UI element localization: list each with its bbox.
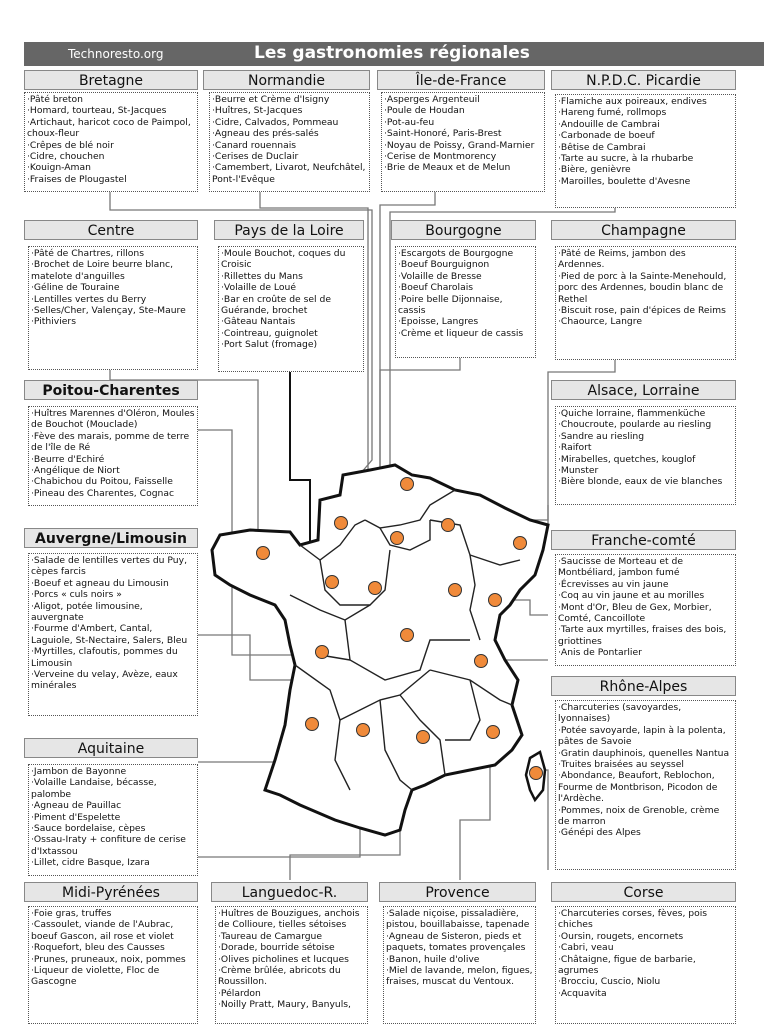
list-item: ·Chaource, Langre [558,316,642,328]
list-item: ·Pélardon [218,987,261,999]
region-list-bourgogne [395,246,536,358]
list-item: ·Cabri, veau [558,942,614,954]
marker-paysloire [326,576,339,589]
list-item: ·Quiche lorraine, flammenküche [558,408,706,419]
list-item: ·Carbonade de boeuf [558,130,655,142]
france-outline [212,465,548,835]
list-item: ·Pot-au-feu [384,116,435,128]
list-item: ·Brocciu, Cuscio, Niolu [558,976,661,988]
list-item: ·Truites braisées au seyssel [558,759,684,771]
region-title-midi: Midi-Pyrénées [24,882,198,902]
region-list-aquitaine [28,764,198,876]
list-item: ·Canard rouennais [212,139,297,151]
list-item: ·Cerise de Montmorency [384,151,497,163]
list-item: ·Tarte aux myrtilles, fraises des bois, griottines [558,624,727,647]
marker-idf [391,532,404,545]
list-item: ·Rillettes du Mans [221,270,303,282]
list-item: ·Boeuf et agneau du Limousin [31,577,169,589]
list-item: ·Charcuteries corses, fèves, pois chiches [558,908,708,931]
list-item: ·Olives picholines et lucques [218,953,349,965]
list-item: ·Choucroute, poularde au riesling [558,419,712,431]
marker-alsace [514,537,527,550]
list-item: ·Volaille de Loué [221,282,296,294]
list-item: ·Jambon de Bayonne [31,766,127,777]
list-item: ·Camembert, Livarot, Neufchâtel, Pont-l'Evêque [212,162,366,185]
list-item: ·Cassoulet, viande de l'Aubrac, boeuf Gascon, ail rose et violet [31,919,174,942]
list-item: ·Banon, huile d'olive [386,953,480,965]
list-item: ·Prunes, pruneaux, noix, pommes [31,953,186,965]
list-item: ·Munster [558,465,599,477]
region-list-provence [383,906,536,1024]
list-item: ·Port Salut (fromage) [221,339,318,351]
region-title-corse: Corse [551,882,736,902]
list-item: ·Huîtres Marennes d'Oléron, Moules de Bouchot (Mouclade) [31,408,195,431]
region-title-bretagne: Bretagne [24,70,198,90]
list-item: ·Salade niçoise, pissaladière, pistou, bouillabaisse, tapenade [386,908,530,931]
marker-champagne [442,519,455,532]
list-item: ·Biscuit rose, pain d'épices de Reims [558,305,726,317]
list-item: ·Beurre d'Echiré [31,453,105,465]
list-item: ·Gratin dauphinois, quenelles Nantua [558,747,730,759]
list-item: ·Beurre et Crème d'Isigny [212,94,330,105]
list-item: ·Pommes, noix de Grenoble, crème de marron [558,804,720,828]
region-list-normandie [209,92,370,192]
list-item: ·Pâté de Chartres, rillons [31,248,145,259]
region-title-aquitaine: Aquitaine [24,738,198,758]
list-item: ·Raifort [558,442,592,454]
region-title-rhone: Rhône-Alpes [551,676,736,696]
marker-poitou [316,646,329,659]
list-item: ·Foie gras, truffes [31,908,112,919]
marker-centre [369,582,382,595]
list-item: ·Aligot, potée limousine, auvergnate [31,600,143,624]
region-title-poitou: Poitou-Charentes [24,380,198,400]
list-item: ·Lillet, cidre Basque, Izara [31,857,150,869]
list-item: ·Acquavita [558,987,607,999]
list-item: ·Crème brûlée, abricots du Roussillon. [218,965,341,988]
region-list-paysloire [218,246,364,372]
list-item: ·Roquefort, bleu des Causses [31,942,165,954]
list-item: ·Pithiviers [31,316,76,328]
list-item: ·Asperges Argenteuil [384,94,480,105]
list-item: ·Géline de Touraine [31,282,120,294]
list-item: ·Cidre, Calvados, Pommeau [212,116,339,128]
list-item: ·Chabichou du Poitou, Faisselle [31,476,173,488]
list-item: ·Volaille Landaise, bécasse, palombe [31,777,157,800]
list-item: ·Pineau des Charentes, Cognac [31,487,175,499]
list-item: ·Abondance, Beaufort, Reblochon, Fourme de Montbrison, Picodon de l'Ardèche. [558,770,718,805]
list-item: ·Pied de porc à la Sainte-Menehould, porc des Ardennes, boudin blanc de Rethel [558,270,727,305]
region-title-franche: Franche-comté [551,530,736,550]
list-item: ·Crème et liqueur de cassis [398,327,524,339]
region-list-bretagne [24,92,198,192]
region-list-rhone [555,700,736,870]
list-item: ·Noilly Pratt, Maury, Banyuls, [218,999,351,1011]
list-item: ·Porcs « culs noirs » [31,589,122,601]
list-item: ·Gâteau Nantais [221,316,296,328]
list-item: ·Verveine du velay, Avèze, eaux minérales [31,669,178,692]
region-title-paysloire: Pays de la Loire [214,220,364,240]
list-item: ·Liqueur de violette, Floc de Gascogne [31,965,160,988]
region-title-centre: Centre [24,220,198,240]
region-title-auvergne: Auvergne/Limousin [24,528,198,548]
list-item: ·Tarte au sucre, à la rhubarbe [558,153,694,165]
list-item: ·Coq au vin jaune et au morilles [558,590,705,602]
list-item: ·Fraises de Plougastel [27,173,127,185]
list-item: ·Dorade, bourride sétoise [218,942,335,954]
list-item: ·Bière, genièvre [558,164,631,176]
list-item: ·Miel de lavande, melon, figues, fraises, muscat du Ventoux. [386,965,533,988]
marker-provence [487,726,500,739]
list-item: ·Moule Bouchot, coques du Croisic [221,248,346,271]
list-item: ·Brochet de Loire beurre blanc, matelote d'anguilles [31,259,174,282]
list-item: ·Pâté de Reims, jambon des Ardennes. [558,248,686,271]
list-item: ·Angélique de Niort [31,465,120,477]
region-title-bourgogne: Bourgogne [391,220,536,240]
list-item: ·Myrtilles, clafoutis, pommes du Limousin [31,646,178,669]
list-item: ·Homard, tourteau, St-Jacques [27,105,167,117]
marker-auvergne [401,629,414,642]
list-item: ·Charcuteries (savoyardes, lyonnaises) [558,702,682,725]
region-title-normandie: Normandie [203,70,370,90]
list-item: ·Écrevisses au vin jaune [558,578,669,590]
list-item: ·Agneau de Sisteron, pieds et paquets, tomates provençales [386,930,526,954]
list-item: ·Bêtise de Cambrai [558,141,646,153]
region-list-alsace [555,406,736,505]
list-item: ·Bar en croûte de sel de Guérande, brochet [221,293,331,317]
list-item: ·Sauce bordelaise, cèpes [31,823,146,835]
list-item: ·Oursin, rougets, encornets [558,930,684,942]
list-item: ·Boeuf Bourguignon [398,259,490,271]
marker-corse [530,767,543,780]
list-item: ·Saucisse de Morteau et de Montbéliard, jambon fumé [558,556,683,579]
region-list-champagne [555,246,736,360]
region-list-poitou [28,406,198,506]
list-item: ·Cidre, chouchen [27,151,105,163]
region-title-alsace: Alsace, Lorraine [551,380,736,400]
list-item: ·Lentilles vertes du Berry [31,293,147,305]
region-title-npdc: N.P.D.C. Picardie [551,70,736,90]
marker-aquitaine [306,718,319,731]
site-name: Technoresto.org [68,47,164,61]
region-list-npdc [555,94,736,208]
list-item: ·Cointreau, guignolet [221,327,318,339]
list-item: ·Boeuf Charolais [398,282,474,294]
list-item: ·Mont d'Or, Bleu de Gex, Morbier, Comté, Cancoillote [558,601,712,625]
marker-franche [489,594,502,607]
list-item: ·Saint-Honoré, Paris-Brest [384,128,502,140]
list-item: ·Crêpes de blé noir [27,139,114,151]
list-item: ·Huîtres, St-Jacques [212,105,303,117]
list-item: ·Poire belle Dijonnaise, cassis [398,293,503,317]
region-title-champagne: Champagne [551,220,736,240]
list-item: ·Ossau-Iraty + confiture de cerise d'Ixtassou [31,834,186,857]
marker-languedoc [417,731,430,744]
marker-bourgogne [449,584,462,597]
list-item: ·Volaille de Bresse [398,270,482,282]
list-item: ·Epoisse, Langres [398,316,479,328]
list-item: ·Cerises de Duclair [212,151,299,163]
list-item: ·Poule de Houdan [384,105,465,117]
list-item: ·Piment d'Espelette [31,811,121,823]
list-item: ·Potée savoyarde, lapin à la polenta, pâtes de Savoie [558,724,726,748]
region-title-provence: Provence [379,882,536,902]
list-item: ·Agneau de Pauillac [31,800,122,812]
list-item: ·Fourme d'Ambert, Cantal, Laguiole, St-Nectaire, Salers, Bleu [31,623,188,646]
region-list-midi [28,906,198,1024]
marker-normandie [335,517,348,530]
region-list-corse [555,906,736,1024]
list-item: ·Flamiche aux poireaux, endives [558,96,707,107]
marker-rhone [475,655,488,668]
list-item: ·Châtaigne, figue de barbarie, agrumes [558,953,696,977]
region-title-languedoc: Languedoc-R. [211,882,368,902]
region-list-franche [555,554,736,666]
list-item: ·Anis de Pontarlier [558,647,642,659]
region-list-idf [381,92,545,192]
list-item: ·Artichaut, haricot coco de Paimpol, choux-fleur [27,116,191,140]
list-item: ·Andouille de Cambrai [558,118,660,130]
marker-midi [357,724,370,737]
list-item: ·Bière blonde, eaux de vie blanches [558,476,723,488]
list-item: ·Pâté breton [27,94,83,105]
list-item: ·Kouign-Aman [27,162,91,174]
list-item: ·Agneau des prés-salés [212,128,319,140]
list-item: ·Mirabelles, quetches, kouglof [558,453,696,465]
list-item: ·Selles/Cher, Valençay, Ste-Maure [31,305,186,317]
page-title: Les gastronomies régionales [254,43,530,63]
region-list-auvergne [28,553,198,716]
list-item: ·Escargots de Bourgogne [398,248,514,259]
marker-bretagne [257,547,270,560]
list-item: ·Taureau de Camargue [218,930,323,942]
list-item: ·Huîtres de Bouzigues, anchois de Collioure, tielles sétoises [218,908,360,931]
list-item: ·Fève des marais, pomme de terre de l'île de Ré [31,430,190,454]
list-item: ·Génépi des Alpes [558,827,641,839]
list-item: ·Hareng fumé, rollmops [558,107,667,119]
list-item: ·Sandre au riesling [558,430,645,442]
list-item: ·Noyau de Poissy, Grand-Marnier [384,139,535,151]
region-title-idf: Île-de-France [377,70,545,90]
list-item: ·Maroilles, boulette d'Avesne [558,175,691,187]
marker-npdc [401,478,414,491]
list-item: ·Brie de Meaux et de Melun [384,162,511,174]
region-list-centre [28,246,198,370]
region-list-languedoc [215,906,368,1024]
list-item: ·Salade de lentilles vertes du Puy, cèpes farcis [31,555,187,578]
